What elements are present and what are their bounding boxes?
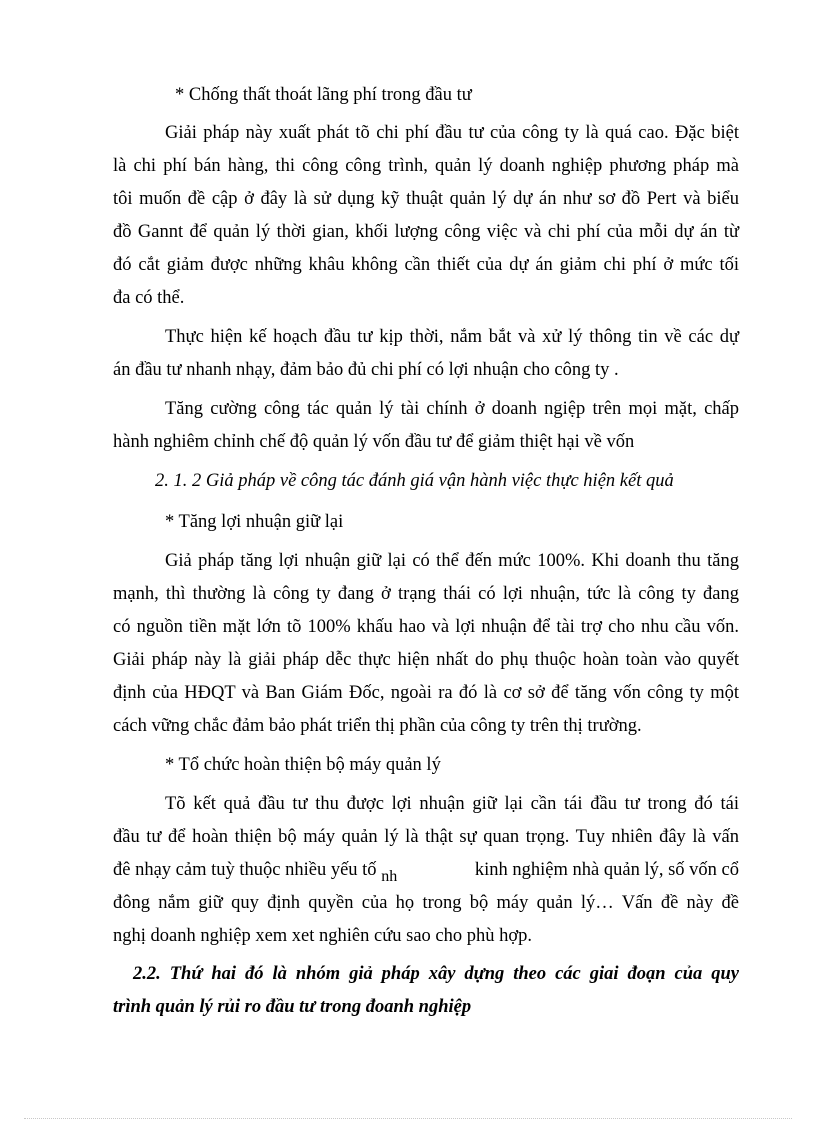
paragraph-line: đồ Gannt để quản lý thời gian, khối lượng công việc và chi phí của mỗi dự án từ bbox=[113, 222, 739, 242]
paragraph-line: Giải pháp này xuất phát tõ chi phí đầu tư của công ty là quá cao. Đặc biệt bbox=[165, 123, 739, 143]
paragraph-line: án đầu tư nhanh nhạy, đảm bảo đủ chi phí có lợi nhuận cho công ty . bbox=[113, 360, 619, 380]
paragraph-line: Giả pháp tăng lợi nhuận giữ lại có thể đến mức 100%. Khi doanh thu tăng bbox=[165, 551, 739, 571]
heading-2-2: 2.2. Thứ hai đó là nhóm giả pháp xây dựng theo các giai đoạn của quy bbox=[133, 964, 739, 984]
bullet-to-chuc-bo-may: * Tổ chức hoàn thiện bộ máy quản lý bbox=[165, 755, 441, 775]
paragraph-line: Tăng cường công tác quản lý tài chính ở doanh ngiệp trên mọi mặt, chấp bbox=[165, 399, 739, 419]
paragraph-line: đông nắm giữ quy định quyền của họ trong bộ máy quản lý… Vấn đề này đề bbox=[113, 893, 739, 913]
paragraph-line: đó cắt giảm được những khâu không cần thiết của dự án giảm chi phí ở mức tối bbox=[113, 255, 739, 275]
page-bottom-divider bbox=[24, 1118, 792, 1119]
paragraph-line: cách vững chắc đảm bảo phát triển thị phần của công ty trên thị trường. bbox=[113, 716, 642, 736]
paragraph-line: mạnh, thì thường là công ty đang ở trạng thái có lợi nhuận, tức là công ty đang bbox=[113, 584, 739, 604]
heading-chong-that-thoat: * Chống thất thoát lãng phí trong đầu tư bbox=[175, 85, 472, 105]
paragraph-line: là chi phí bán hàng, thi công công trình, quản lý doanh nghiệp phương pháp mà bbox=[113, 156, 739, 176]
subheading-2-1-2: 2. 1. 2 Giả pháp về công tác đánh giá vận hành việc thực hiện kết quả bbox=[155, 471, 674, 491]
paragraph-line: đa có thể. bbox=[113, 288, 185, 308]
paragraph-line: đầu tư để hoàn thiện bộ máy quản lý là thật sự quan trọng. Tuy nhiên đây là vấn bbox=[113, 827, 739, 847]
paragraph-fragment: đê nhạy cảm tuỳ thuộc nhiều yếu tố bbox=[113, 860, 377, 880]
bullet-tang-loi-nhuan: * Tăng lợi nhuận giữ lại bbox=[165, 512, 344, 532]
paragraph-line: tôi muốn đề cập ở đây là sử dụng kỹ thuật quản lý dự án như sơ đồ Pert và biểu bbox=[113, 189, 739, 209]
paragraph-line: định của HĐQT và Ban Giám Đốc, ngoài ra đó là cơ sở để tăng vốn công ty một bbox=[113, 683, 739, 703]
paragraph-line-with-subscript bbox=[113, 854, 739, 887]
paragraph-line: hành nghiêm chỉnh chế độ quản lý vốn đầu tư để giảm thiệt hại về vốn bbox=[113, 432, 635, 452]
paragraph-line: nghị doanh nghiệp xem xet nghiên cứu sao cho phù hợp. bbox=[113, 926, 533, 946]
subscript-fragment: nh bbox=[381, 868, 398, 885]
heading-2-2-cont: trình quản lý rủi ro đầu tư trong đoanh nghiệp bbox=[113, 997, 472, 1017]
paragraph-line: Giải pháp này là giải pháp dễc thực hiện nhất do phụ thuộc hoàn toàn vào quyết bbox=[113, 650, 739, 670]
paragraph-line: Thực hiện kế hoạch đầu tư kịp thời, nắm bắt và xử lý thông tin về các dự bbox=[165, 327, 739, 347]
paragraph-line: Tõ kết quả đầu tư thu được lợi nhuận giữ lại cần tái đầu tư trong đó tái bbox=[165, 794, 739, 814]
paragraph-fragment: kinh nghiệm nhà quản lý, số vốn cổ bbox=[474, 860, 739, 880]
paragraph-line: có nguồn tiền mặt lớn tõ 100% khấu hao và lợi nhuận để tài trợ cho nhu cầu vốn. bbox=[113, 617, 739, 637]
